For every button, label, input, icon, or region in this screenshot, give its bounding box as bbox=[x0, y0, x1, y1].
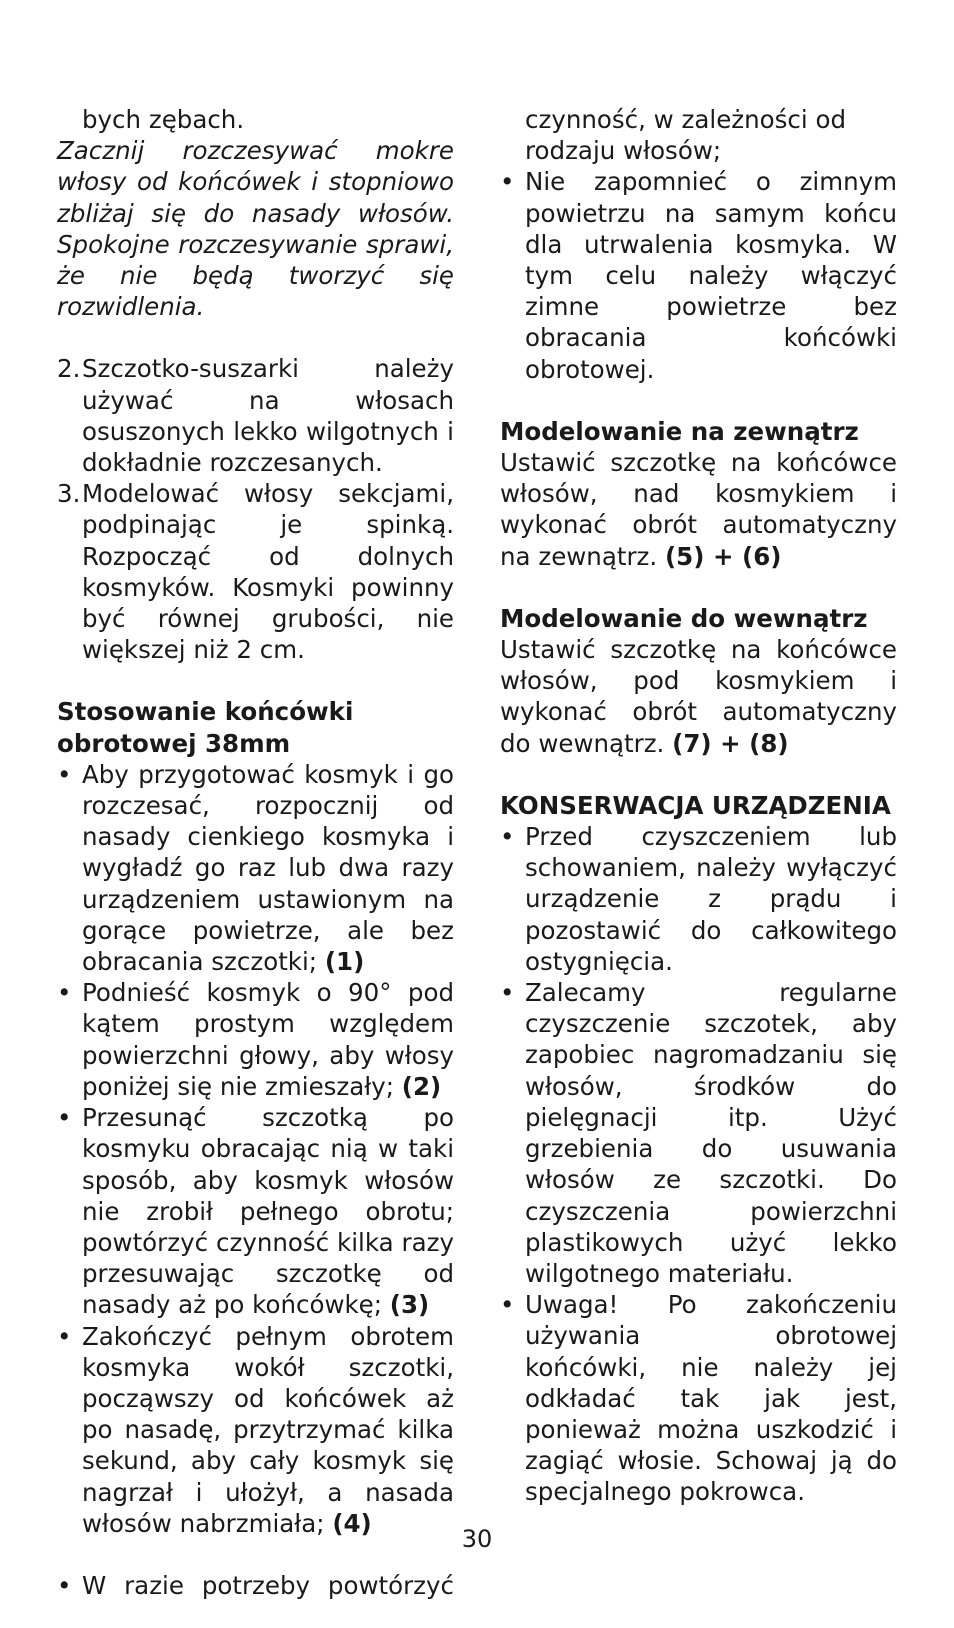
italic-note: Zacznij rozczesywać mokre włosy od końcówek i stopniowo zbliżaj się do nasady włosów. Spokojne rozczesywanie sprawi, że nie będą tworzyć się rozwidlenia. bbox=[57, 136, 454, 322]
list-item: • Nie zapomnieć o zimnym powietrzu na samym końcu dla utrwalenia kosmyka. W tym celu należy włączyć zimne powietrze bez obracania końcówki obrotowej. bbox=[500, 167, 897, 384]
list-item: • Uwaga! Po zakończeniu używania obrotowej końcówki, nie należy jej odkładać tak jak jest, ponieważ można uszkodzić i zagiąć włosie. Schowaj ją do specjalnego pokrowca. bbox=[500, 1290, 897, 1507]
section-heading: Stosowanie końcówki obrotowej 38mm bbox=[57, 697, 354, 758]
list-item: 2. Szczotko-suszarki należy używać na włosach osuszonych lekko wilgotnych i dokładnie rozczesanych. bbox=[57, 354, 454, 478]
page-number: 30 bbox=[461, 1525, 493, 1553]
left-column bbox=[57, 104, 454, 1601]
list-item: 3. Modelować włosy sekcjami, podpinając je spinką. Rozpocząć od dolnych kosmyków. Kosmyki powinny być równej grubości, nie większej niż 2 cm. bbox=[57, 479, 454, 665]
list-item: • Przesunąć szczotką po kosmyku obracając nią w taki sposób, aby kosmyk włosów nie zrobił pełnego obrotu; powtórzyć czynność kilka razy przesuwając szczotkę od nasady aż po końcówkę; (3) bbox=[57, 1103, 454, 1320]
continuation-line: czynność, w zależności od rodzaju włosów; bbox=[525, 105, 847, 166]
list-item: • Zalecamy regularne czyszczenie szczotek, aby zapobiec nagromadzaniu się włosów, środków do pielęgnacji itp. Użyć grzebienia do usuwania włosów ze szczotki. Do czyszczenia powierzchni plastikowych użyć lekko wilgotnego materiału. bbox=[500, 978, 897, 1288]
list-item: • Przed czyszczeniem lub schowaniem, należy wyłączyć urządzenie z prądu i pozostawić do całkowitego ostygnięcia. bbox=[500, 822, 897, 976]
numbered-list bbox=[57, 353, 454, 665]
paragraph: Ustawić szczotkę na końcówce włosów, pod kosmykiem i wykonać obrót automatyczny do wewnątrz. (7) + (8) bbox=[500, 635, 897, 758]
list-item: • W razie potrzeby powtórzyć bbox=[57, 1570, 454, 1600]
bullet-list-tail bbox=[57, 1570, 454, 1601]
continuation-line: bych zębach. bbox=[82, 105, 245, 134]
list-item: • Zakończyć pełnym obrotem kosmyka wokół szczotki, począwszy od końcówek aż po nasadę, przytrzymać kilka sekund, aby cały kosmyk się nagrzał i ułożył, a nasada włosów nabrzmiała; (4) bbox=[57, 1321, 454, 1538]
list-item: • Aby przygotować kosmyk i go rozczesać, rozpocznij od nasady cienkiego kosmyka i wygładź go raz lub dwa razy urządzeniem ustawionym na gorące powietrze, ale bez obracania szczotki; (1) bbox=[57, 759, 454, 977]
paragraph: Ustawić szczotkę na końcówce włosów, nad kosmykiem i wykonać obrót automatyczny na zewnątrz. (5) + (6) bbox=[500, 448, 897, 571]
right-column bbox=[500, 104, 897, 1508]
section-heading: Modelowanie do wewnątrz bbox=[500, 603, 868, 633]
list-item: • Podnieść kosmyk o 90° pod kątem prostym względem powierzchni głowy, aby włosy poniżej się nie zmieszały; (2) bbox=[57, 978, 454, 1101]
section-heading: KONSERWACJA URZĄDZENIA bbox=[500, 790, 891, 820]
bullet-list bbox=[57, 759, 454, 1539]
bullet-list bbox=[500, 821, 897, 1507]
section-heading: Modelowanie na zewnątrz bbox=[500, 416, 859, 446]
bullet-list bbox=[500, 166, 897, 384]
